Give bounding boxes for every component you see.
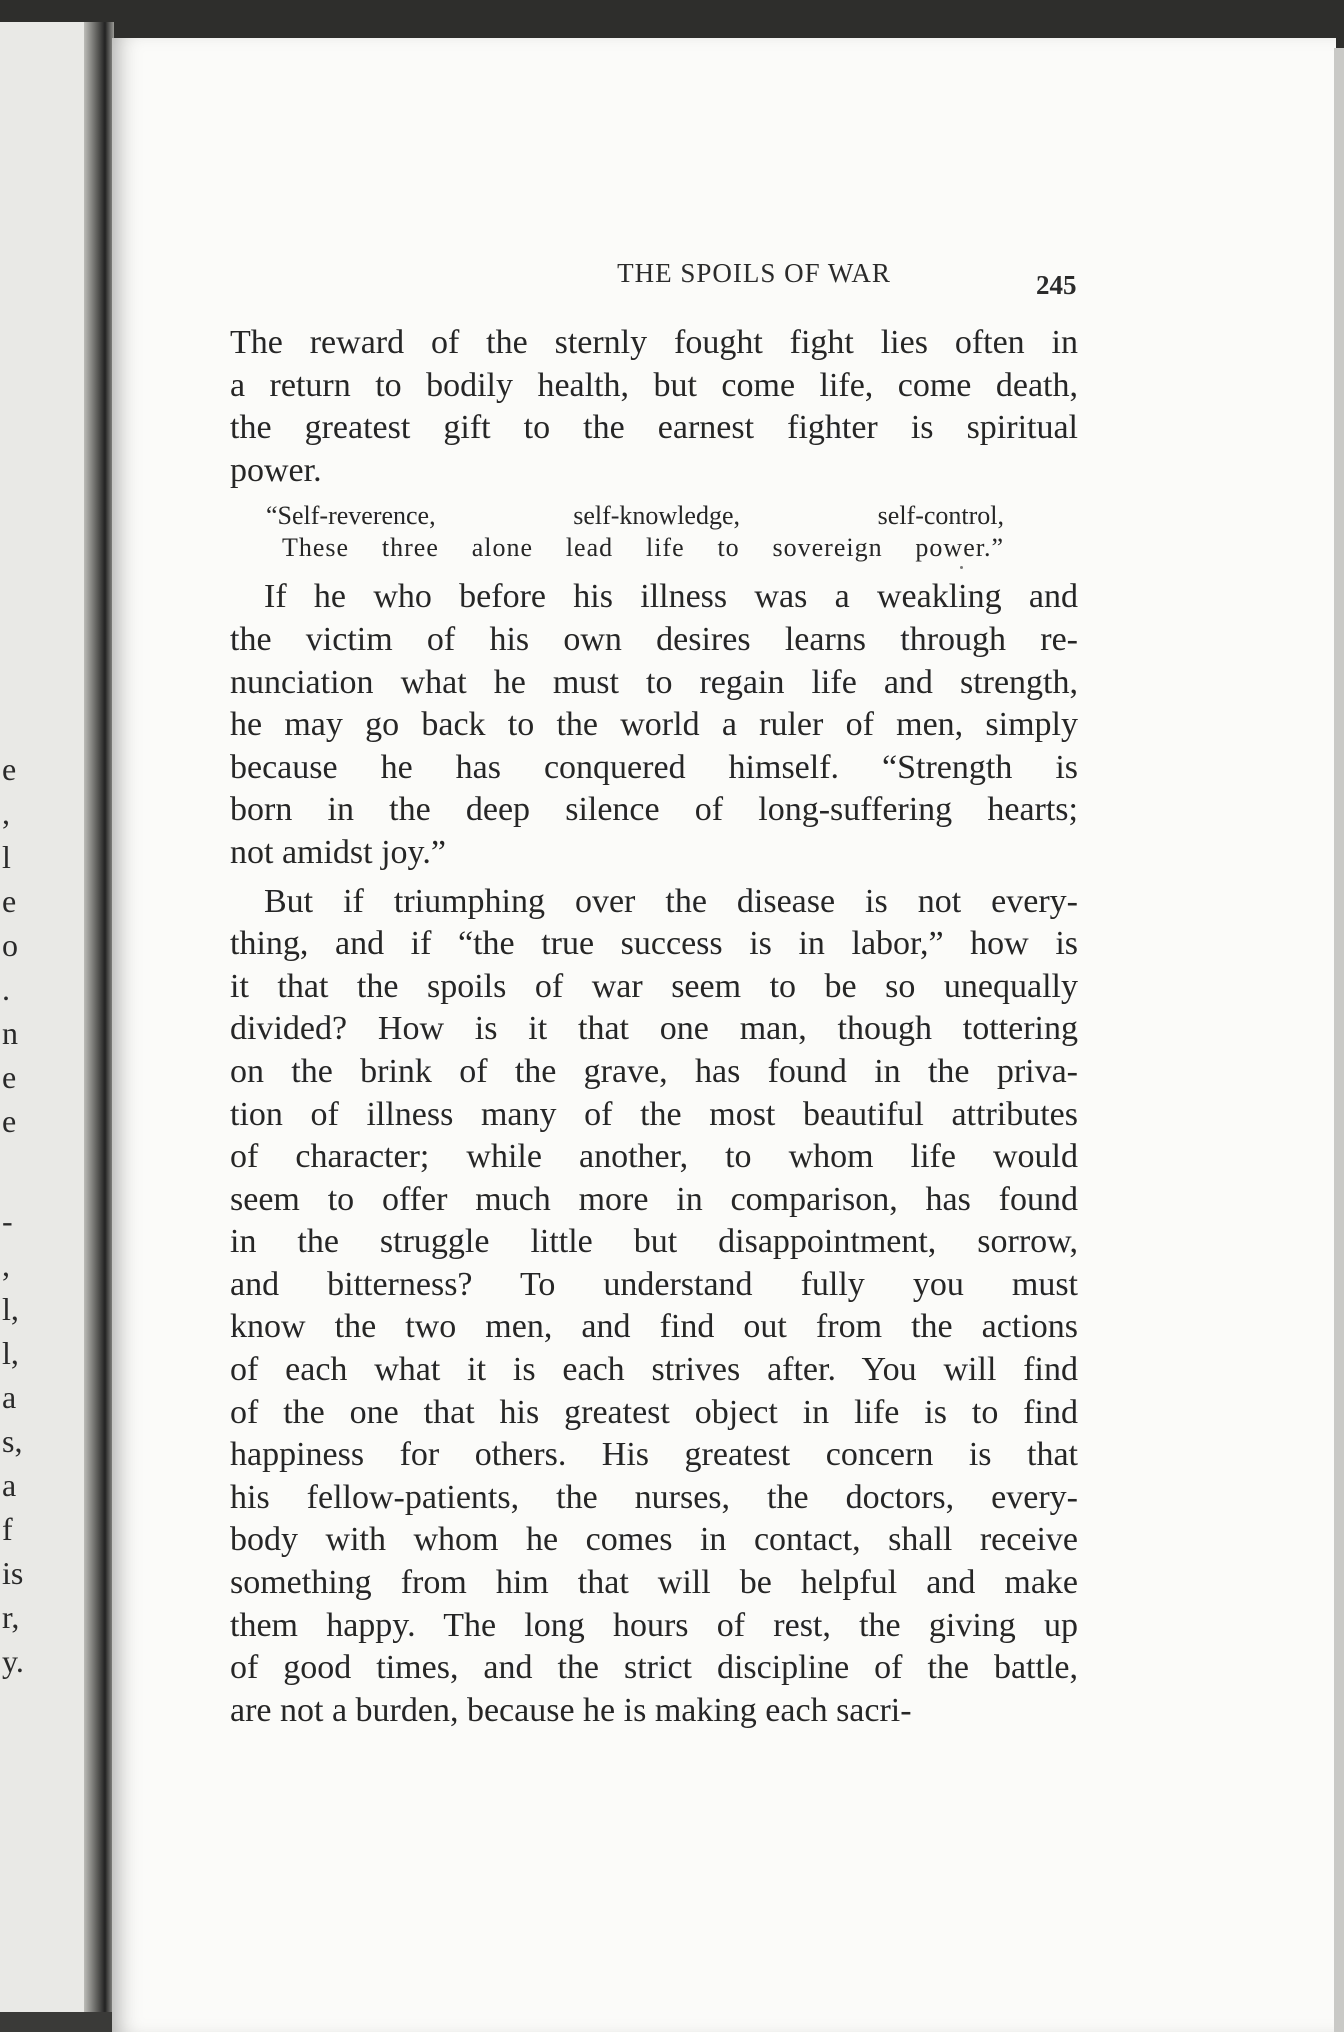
left-page-fragment: e	[2, 1059, 17, 1095]
text-line: in the struggle little but disappointment, sorrow,	[230, 1223, 1078, 1261]
text-line: tion of illness many of the most beautiful attributes	[230, 1095, 1078, 1133]
verse-line: These three alone lead life to sovereign power.”	[282, 533, 1004, 563]
text-line: of each what it is each strives after. You will find	[230, 1351, 1078, 1389]
left-page-fragment: -	[2, 1203, 13, 1239]
left-page-fragment: f	[2, 1511, 13, 1547]
text-line: a return to bodily health, but come life, come death,	[230, 366, 1078, 404]
paper-speck	[960, 566, 963, 569]
text-line: and bitterness? To understand fully you must	[230, 1265, 1078, 1303]
left-page-fragment: o	[2, 927, 18, 963]
right-page-edge	[1334, 48, 1344, 2032]
text-line: of character; while another, to whom life would	[230, 1138, 1078, 1176]
left-page-fragment: ,	[2, 795, 10, 831]
text-line: of the one that his greatest object in life is to find	[230, 1393, 1078, 1431]
left-page-fragment: .	[2, 971, 10, 1007]
page-number: 245	[1036, 270, 1077, 300]
left-page-fragment: a	[2, 1467, 17, 1503]
text-line: his fellow-patients, the nurses, the doctors, every-	[230, 1478, 1078, 1516]
text-line: The reward of the sternly fought fight lies often in	[230, 324, 1078, 361]
text-line: because he has conquered himself. “Strength is	[230, 748, 1078, 786]
verse-line: “Self-reverence, self-knowledge, self-control,	[266, 501, 1004, 531]
text-line: divided? How is it that one man, though tottering	[230, 1010, 1078, 1048]
left-page-fragment: a	[2, 1379, 17, 1415]
text-line: are not a burden, because he is making each sacri-	[230, 1691, 912, 1729]
text-line: born in the deep silence of long-suffering hearts;	[230, 791, 1078, 829]
book-gutter	[84, 22, 114, 2012]
text-line: something from him that will be helpful and make	[230, 1564, 1078, 1602]
text-line: not amidst joy.”	[230, 833, 446, 871]
left-page-fragment: e	[2, 883, 17, 919]
text-line: nunciation what he must to regain life and strength,	[230, 663, 1078, 701]
text-line: power.	[230, 451, 322, 489]
running-head-text: THE SPOILS OF WAR	[617, 258, 891, 288]
text-line: happiness for others. His greatest concern is that	[230, 1436, 1078, 1474]
left-page-fragment: n	[2, 1015, 18, 1051]
book-page	[112, 38, 1336, 2032]
text-line: of good times, and the strict discipline of the battle,	[230, 1649, 1078, 1687]
text-line: seem to offer much more in comparison, has found	[230, 1180, 1078, 1218]
text-line: the victim of his own desires learns through re-	[230, 620, 1078, 658]
left-page-fragment: is	[2, 1555, 24, 1591]
left-page-fragment: e	[2, 751, 17, 787]
text-line: the greatest gift to the earnest fighter is spiritual	[230, 409, 1078, 447]
text-line: on the brink of the grave, has found in the priva-	[230, 1052, 1078, 1090]
left-page-fragment: l	[2, 839, 11, 875]
left-page-fragment: s,	[2, 1423, 23, 1459]
verse-quote	[266, 500, 1078, 564]
left-page-fragment: e	[2, 1103, 17, 1139]
text-line: know the two men, and find out from the actions	[230, 1308, 1078, 1346]
text-line: he may go back to the world a ruler of men, simply	[230, 706, 1078, 744]
text-line: But if triumphing over the disease is not every-	[264, 882, 1078, 920]
left-page-fragment: l,	[2, 1335, 19, 1371]
left-page-fragment: r,	[2, 1599, 20, 1635]
body-text	[230, 322, 1078, 1732]
text-line: them happy. The long hours of rest, the giving up	[230, 1606, 1078, 1644]
text-line: it that the spoils of war seem to be so unequally	[230, 967, 1078, 1005]
left-page-fragment: y.	[2, 1643, 24, 1679]
text-line: thing, and if “the true success is in labor,” how is	[230, 925, 1078, 963]
left-page-fragment: l,	[2, 1291, 19, 1327]
text-line: If he who before his illness was a weakling and	[264, 578, 1078, 616]
left-page-fragment: ,	[2, 1247, 10, 1283]
running-head	[112, 258, 1336, 289]
text-line: body with whom he comes in contact, shall receive	[230, 1521, 1078, 1559]
